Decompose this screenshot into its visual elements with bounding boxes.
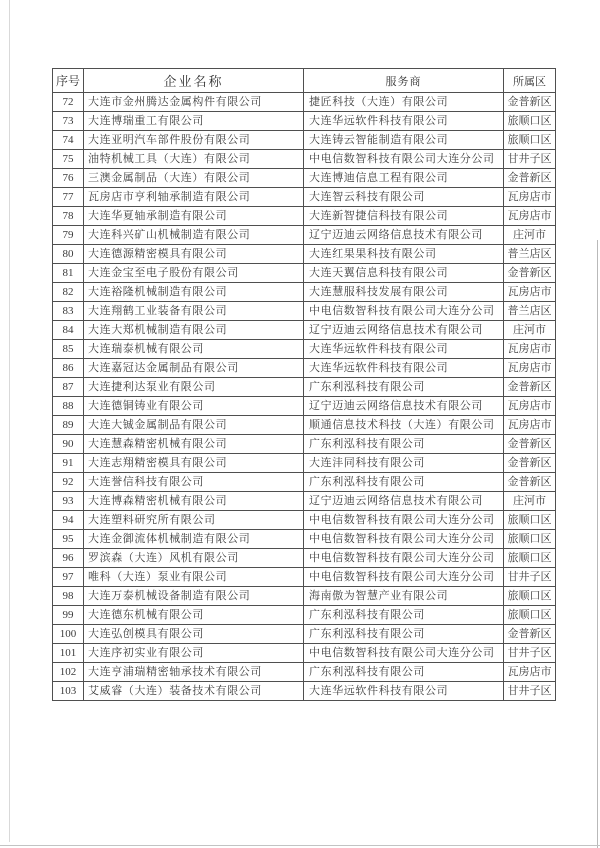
scan-bottom-edge: [0, 845, 600, 846]
district-cell: 庄河市: [504, 492, 556, 511]
service-provider-cell: 辽宁迈迪云网络信息技术有限公司: [304, 397, 504, 416]
district-cell: 甘井子区: [504, 682, 556, 701]
service-provider-cell: 海南傲为智慧产业有限公司: [304, 587, 504, 606]
service-provider-cell: 大连博迪信息工程有限公司: [304, 169, 504, 188]
district-cell: 旅顺口区: [504, 549, 556, 568]
district-cell: 甘井子区: [504, 644, 556, 663]
serial-number-cell: 102: [53, 663, 84, 682]
serial-number-cell: 74: [53, 131, 84, 150]
scan-right-edge: [597, 240, 598, 848]
service-provider-cell: 大连华远软件科技有限公司: [304, 359, 504, 378]
service-provider-cell: 中电信数智科技有限公司大连分公司: [304, 644, 504, 663]
serial-number-cell: 76: [53, 169, 84, 188]
serial-number-cell: 81: [53, 264, 84, 283]
table-row: [53, 568, 556, 587]
company-name-cell: 大连弘创模具有限公司: [84, 625, 304, 644]
company-name-cell: 大连科兴矿山机械制造有限公司: [84, 226, 304, 245]
serial-number-cell: 82: [53, 283, 84, 302]
serial-number-cell: 97: [53, 568, 84, 587]
company-name-cell: 油特机械工具（大连）有限公司: [84, 150, 304, 169]
district-cell: 庄河市: [504, 321, 556, 340]
serial-number-cell: 92: [53, 473, 84, 492]
serial-number-cell: 95: [53, 530, 84, 549]
service-provider-cell: 辽宁迈迪云网络信息技术有限公司: [304, 321, 504, 340]
service-provider-cell: 广东利泓科技有限公司: [304, 435, 504, 454]
serial-number-cell: 83: [53, 302, 84, 321]
service-provider-cell: 大连红果果科技有限公司: [304, 245, 504, 264]
district-cell: 甘井子区: [504, 150, 556, 169]
district-cell: 金普新区: [504, 378, 556, 397]
company-name-cell: 大连亚明汽车部件股份有限公司: [84, 131, 304, 150]
table-row: [53, 131, 556, 150]
table-row: [53, 454, 556, 473]
service-provider-cell: 大连沣同科技有限公司: [304, 454, 504, 473]
header-district: 所属区: [504, 69, 556, 93]
company-name-cell: 大连德源精密模具有限公司: [84, 245, 304, 264]
company-name-cell: 大连万泰机械设备制造有限公司: [84, 587, 304, 606]
district-cell: 普兰店区: [504, 245, 556, 264]
table-header-row: [53, 69, 556, 93]
table-row: [53, 606, 556, 625]
serial-number-cell: 100: [53, 625, 84, 644]
service-provider-cell: 中电信数智科技有限公司大连分公司: [304, 530, 504, 549]
service-provider-cell: 辽宁迈迪云网络信息技术有限公司: [304, 226, 504, 245]
serial-number-cell: 78: [53, 207, 84, 226]
service-provider-cell: 中电信数智科技有限公司大连分公司: [304, 568, 504, 587]
table-row: [53, 416, 556, 435]
table-row: [53, 663, 556, 682]
company-name-cell: 大连大铖金属制品有限公司: [84, 416, 304, 435]
company-name-cell: 三澳金属制品（大连）有限公司: [84, 169, 304, 188]
serial-number-cell: 89: [53, 416, 84, 435]
district-cell: 金普新区: [504, 454, 556, 473]
header-serial-number: 序号: [53, 69, 84, 93]
serial-number-cell: 80: [53, 245, 84, 264]
company-name-cell: 瓦房店市亨利轴承制造有限公司: [84, 188, 304, 207]
company-name-cell: 大连市金州腾达金属构件有限公司: [84, 93, 304, 112]
serial-number-cell: 79: [53, 226, 84, 245]
header-company-name: 企业名称: [84, 69, 304, 93]
service-provider-cell: 广东利泓科技有限公司: [304, 625, 504, 644]
serial-number-cell: 85: [53, 340, 84, 359]
company-service-table: [52, 68, 556, 701]
district-cell: 瓦房店市: [504, 416, 556, 435]
company-name-cell: 大连华夏轴承制造有限公司: [84, 207, 304, 226]
serial-number-cell: 93: [53, 492, 84, 511]
service-provider-cell: 大连华远软件科技有限公司: [304, 340, 504, 359]
district-cell: 旅顺口区: [504, 112, 556, 131]
table-row: [53, 473, 556, 492]
company-name-cell: 大连亨浦瑞精密轴承技术有限公司: [84, 663, 304, 682]
table-row: [53, 511, 556, 530]
serial-number-cell: 73: [53, 112, 84, 131]
service-provider-cell: 中电信数智科技有限公司大连分公司: [304, 511, 504, 530]
table-row: [53, 644, 556, 663]
serial-number-cell: 99: [53, 606, 84, 625]
company-name-cell: 大连博森精密机械有限公司: [84, 492, 304, 511]
service-provider-cell: 广东利泓科技有限公司: [304, 378, 504, 397]
district-cell: 瓦房店市: [504, 188, 556, 207]
table-row: [53, 435, 556, 454]
table-row: [53, 302, 556, 321]
district-cell: 甘井子区: [504, 568, 556, 587]
service-provider-cell: 广东利泓科技有限公司: [304, 473, 504, 492]
table-row: [53, 340, 556, 359]
table-row: [53, 378, 556, 397]
serial-number-cell: 72: [53, 93, 84, 112]
serial-number-cell: 96: [53, 549, 84, 568]
district-cell: 旅顺口区: [504, 530, 556, 549]
company-name-cell: 大连德东机械有限公司: [84, 606, 304, 625]
table-row: [53, 359, 556, 378]
service-provider-cell: 顺通信息技术科技（大连）有限公司: [304, 416, 504, 435]
service-provider-cell: 中电信数智科技有限公司大连分公司: [304, 302, 504, 321]
district-cell: 瓦房店市: [504, 283, 556, 302]
table-row: [53, 169, 556, 188]
table-row: [53, 530, 556, 549]
district-cell: 瓦房店市: [504, 663, 556, 682]
district-cell: 普兰店区: [504, 302, 556, 321]
district-cell: 瓦房店市: [504, 397, 556, 416]
company-name-cell: 大连金宝至电子股份有限公司: [84, 264, 304, 283]
table-row: [53, 264, 556, 283]
serial-number-cell: 86: [53, 359, 84, 378]
serial-number-cell: 98: [53, 587, 84, 606]
service-provider-cell: 广东利泓科技有限公司: [304, 663, 504, 682]
serial-number-cell: 91: [53, 454, 84, 473]
company-name-cell: 大连志翔精密模具有限公司: [84, 454, 304, 473]
service-provider-cell: 大连华远软件科技有限公司: [304, 112, 504, 131]
table-row: [53, 283, 556, 302]
district-cell: 旅顺口区: [504, 587, 556, 606]
serial-number-cell: 94: [53, 511, 84, 530]
district-cell: 瓦房店市: [504, 359, 556, 378]
district-cell: 金普新区: [504, 264, 556, 283]
serial-number-cell: 103: [53, 682, 84, 701]
district-cell: 金普新区: [504, 93, 556, 112]
company-name-cell: 艾威睿（大连）装备技术有限公司: [84, 682, 304, 701]
company-name-cell: 大连翔鹤工业装备有限公司: [84, 302, 304, 321]
table-row: [53, 549, 556, 568]
district-cell: 金普新区: [504, 435, 556, 454]
header-service-provider: 服务商: [304, 69, 504, 93]
table-row: [53, 682, 556, 701]
district-cell: 旅顺口区: [504, 131, 556, 150]
table-row: [53, 625, 556, 644]
company-name-cell: 大连序初实业有限公司: [84, 644, 304, 663]
company-name-cell: 大连嘉冠达金属制品有限公司: [84, 359, 304, 378]
table-row: [53, 207, 556, 226]
serial-number-cell: 101: [53, 644, 84, 663]
service-provider-cell: 捷匠科技（大连）有限公司: [304, 93, 504, 112]
company-name-cell: 罗滨森（大连）风机有限公司: [84, 549, 304, 568]
service-provider-cell: 大连华远软件科技有限公司: [304, 682, 504, 701]
table-row: [53, 397, 556, 416]
table-row: [53, 112, 556, 131]
company-name-cell: 大连捷利达泵业有限公司: [84, 378, 304, 397]
service-provider-cell: 辽宁迈迪云网络信息技术有限公司: [304, 492, 504, 511]
service-provider-cell: 大连天翼信息科技有限公司: [304, 264, 504, 283]
company-name-cell: 大连慧森精密机械有限公司: [84, 435, 304, 454]
district-cell: 金普新区: [504, 169, 556, 188]
serial-number-cell: 77: [53, 188, 84, 207]
company-name-cell: 大连裕隆机械制造有限公司: [84, 283, 304, 302]
serial-number-cell: 87: [53, 378, 84, 397]
district-cell: 金普新区: [504, 473, 556, 492]
district-cell: 旅顺口区: [504, 511, 556, 530]
company-name-cell: 大连德铜铸业有限公司: [84, 397, 304, 416]
district-cell: 庄河市: [504, 226, 556, 245]
table-row: [53, 226, 556, 245]
serial-number-cell: 90: [53, 435, 84, 454]
company-name-cell: 大连大郑机械制造有限公司: [84, 321, 304, 340]
district-cell: 金普新区: [504, 625, 556, 644]
company-service-table-container: [52, 68, 555, 701]
table-row: [53, 245, 556, 264]
serial-number-cell: 88: [53, 397, 84, 416]
company-name-cell: 大连金御流体机械制造有限公司: [84, 530, 304, 549]
service-provider-cell: 大连智云科技有限公司: [304, 188, 504, 207]
district-cell: 瓦房店市: [504, 207, 556, 226]
service-provider-cell: 大连铸云智能制造有限公司: [304, 131, 504, 150]
table-row: [53, 321, 556, 340]
serial-number-cell: 84: [53, 321, 84, 340]
company-name-cell: 大连誉信科技有限公司: [84, 473, 304, 492]
table-row: [53, 150, 556, 169]
company-name-cell: 唯科（大连）泵业有限公司: [84, 568, 304, 587]
serial-number-cell: 75: [53, 150, 84, 169]
service-provider-cell: 广东利泓科技有限公司: [304, 606, 504, 625]
table-row: [53, 492, 556, 511]
company-name-cell: 大连塑料研究所有限公司: [84, 511, 304, 530]
service-provider-cell: 大连新智捷信科技有限公司: [304, 207, 504, 226]
company-name-cell: 大连瑞泰机械有限公司: [84, 340, 304, 359]
table-row: [53, 93, 556, 112]
district-cell: 旅顺口区: [504, 606, 556, 625]
table-body: [53, 93, 556, 701]
scan-left-edge: [9, 0, 10, 842]
company-name-cell: 大连博瑞重工有限公司: [84, 112, 304, 131]
district-cell: 瓦房店市: [504, 340, 556, 359]
table-row: [53, 188, 556, 207]
service-provider-cell: 中电信数智科技有限公司大连分公司: [304, 150, 504, 169]
service-provider-cell: 中电信数智科技有限公司大连分公司: [304, 549, 504, 568]
table-row: [53, 587, 556, 606]
service-provider-cell: 大连慧服科技发展有限公司: [304, 283, 504, 302]
